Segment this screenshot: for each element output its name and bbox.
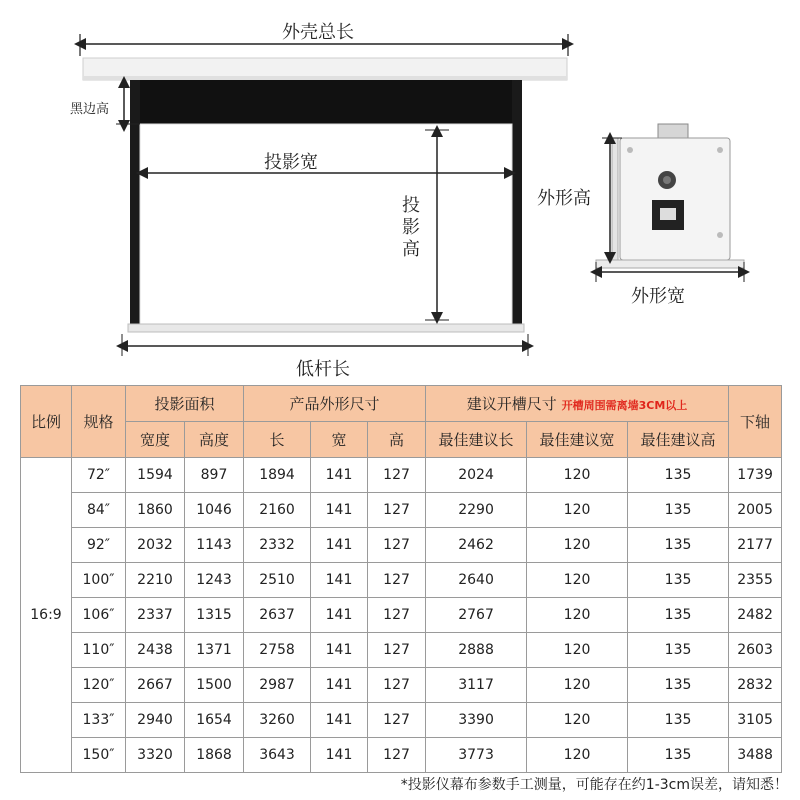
black-border-label: 黑边高 bbox=[70, 102, 110, 117]
table-cell-w: 2438 bbox=[126, 633, 185, 668]
table-cell-bw: 120 bbox=[527, 668, 628, 703]
table-cell-h: 1371 bbox=[185, 633, 244, 668]
table-cell-len: 2510 bbox=[244, 563, 311, 598]
table-cell-w: 2667 bbox=[126, 668, 185, 703]
table-cell-ht: 127 bbox=[368, 528, 426, 563]
table-cell-axis: 3488 bbox=[729, 738, 782, 773]
spec-table-body bbox=[21, 458, 782, 773]
table-cell-br: 141 bbox=[311, 563, 368, 598]
table-cell-len: 2758 bbox=[244, 633, 311, 668]
table-cell-h: 1315 bbox=[185, 598, 244, 633]
table-row bbox=[21, 493, 782, 528]
table-cell-w: 2940 bbox=[126, 703, 185, 738]
table-cell-ht: 127 bbox=[368, 563, 426, 598]
table-cell-h: 1046 bbox=[185, 493, 244, 528]
best-height-header: 最佳建议高 bbox=[628, 422, 729, 458]
black-border bbox=[137, 80, 515, 124]
table-cell-axis: 2832 bbox=[729, 668, 782, 703]
table-cell-axis: 1739 bbox=[729, 458, 782, 493]
table-cell-axis: 2005 bbox=[729, 493, 782, 528]
projection-height-label: 投影高 bbox=[402, 195, 420, 260]
table-cell-bl: 3390 bbox=[426, 703, 527, 738]
table-cell-bw: 120 bbox=[527, 598, 628, 633]
footnote: *投影仪幕布参数手工测量，可能存在约1-3cm误差，请知悉！ bbox=[400, 777, 788, 793]
table-cell-h: 1143 bbox=[185, 528, 244, 563]
screen-diagram bbox=[0, 0, 800, 385]
table-cell-h: 1243 bbox=[185, 563, 244, 598]
table-row bbox=[21, 738, 782, 773]
table-row bbox=[21, 528, 782, 563]
table-cell-size: 106″ bbox=[72, 598, 126, 633]
table-cell-axis: 2603 bbox=[729, 633, 782, 668]
table-cell-size: 120″ bbox=[72, 668, 126, 703]
table-cell-bw: 120 bbox=[527, 703, 628, 738]
table-cell-axis: 2482 bbox=[729, 598, 782, 633]
ratio-cell: 16:9 bbox=[21, 458, 72, 773]
table-cell-len: 2332 bbox=[244, 528, 311, 563]
projection-width-label: 投影宽 bbox=[264, 152, 318, 173]
table-cell-len: 2987 bbox=[244, 668, 311, 703]
table-cell-br: 141 bbox=[311, 598, 368, 633]
table-cell-br: 141 bbox=[311, 458, 368, 493]
table-cell-ht: 127 bbox=[368, 493, 426, 528]
best-width-header: 最佳建议宽 bbox=[527, 422, 628, 458]
table-cell-h: 897 bbox=[185, 458, 244, 493]
table-cell-bh: 135 bbox=[628, 633, 729, 668]
ratio-header: 比例 bbox=[21, 386, 72, 458]
side-profile-body bbox=[620, 138, 730, 260]
table-cell-w: 3320 bbox=[126, 738, 185, 773]
size-header: 规格 bbox=[72, 386, 126, 458]
table-cell-size: 133″ bbox=[72, 703, 126, 738]
outer-width-label: 外形宽 bbox=[631, 286, 685, 307]
table-cell-bl: 3773 bbox=[426, 738, 527, 773]
width-header: 宽度 bbox=[126, 422, 185, 458]
table-row bbox=[21, 633, 782, 668]
table-cell-size: 92″ bbox=[72, 528, 126, 563]
table-cell-len: 3260 bbox=[244, 703, 311, 738]
table-cell-w: 2337 bbox=[126, 598, 185, 633]
table-cell-bw: 120 bbox=[527, 738, 628, 773]
table-cell-axis: 3105 bbox=[729, 703, 782, 738]
table-cell-w: 2210 bbox=[126, 563, 185, 598]
table-cell-bh: 135 bbox=[628, 528, 729, 563]
side-profile-diagram bbox=[596, 124, 744, 268]
table-cell-w: 1594 bbox=[126, 458, 185, 493]
table-row bbox=[21, 563, 782, 598]
table-cell-ht: 127 bbox=[368, 633, 426, 668]
bottom-axis-header: 下轴 bbox=[729, 386, 782, 458]
table-cell-axis: 2355 bbox=[729, 563, 782, 598]
table-cell-h: 1654 bbox=[185, 703, 244, 738]
table-cell-br: 141 bbox=[311, 528, 368, 563]
table-cell-size: 110″ bbox=[72, 633, 126, 668]
table-cell-len: 3643 bbox=[244, 738, 311, 773]
table-cell-bw: 120 bbox=[527, 528, 628, 563]
table-cell-bl: 2024 bbox=[426, 458, 527, 493]
height-header: 高度 bbox=[185, 422, 244, 458]
table-cell-bh: 135 bbox=[628, 563, 729, 598]
table-cell-ht: 127 bbox=[368, 598, 426, 633]
recommended-slot-header bbox=[426, 386, 729, 422]
table-cell-size: 150″ bbox=[72, 738, 126, 773]
table-cell-br: 141 bbox=[311, 738, 368, 773]
table-cell-size: 84″ bbox=[72, 493, 126, 528]
table-cell-len: 2637 bbox=[244, 598, 311, 633]
length-header: 长 bbox=[244, 422, 311, 458]
table-cell-bl: 2290 bbox=[426, 493, 527, 528]
table-cell-bl: 3117 bbox=[426, 668, 527, 703]
table-cell-br: 141 bbox=[311, 703, 368, 738]
table-row bbox=[21, 458, 782, 493]
table-cell-ht: 127 bbox=[368, 458, 426, 493]
table-cell-axis: 2177 bbox=[729, 528, 782, 563]
table-cell-bl: 2767 bbox=[426, 598, 527, 633]
table-cell-len: 1894 bbox=[244, 458, 311, 493]
table-cell-bh: 135 bbox=[628, 668, 729, 703]
table-cell-len: 2160 bbox=[244, 493, 311, 528]
table-cell-bh: 135 bbox=[628, 598, 729, 633]
outer-height-label: 外形高 bbox=[537, 188, 591, 209]
table-cell-bw: 120 bbox=[527, 493, 628, 528]
spec-table bbox=[20, 385, 782, 773]
table-cell-w: 1860 bbox=[126, 493, 185, 528]
table-cell-ht: 127 bbox=[368, 703, 426, 738]
table-cell-bh: 135 bbox=[628, 703, 729, 738]
table-row bbox=[21, 598, 782, 633]
table-cell-bl: 2462 bbox=[426, 528, 527, 563]
table-cell-h: 1500 bbox=[185, 668, 244, 703]
table-cell-br: 141 bbox=[311, 668, 368, 703]
best-length-header: 最佳建议长 bbox=[426, 422, 527, 458]
table-cell-w: 2032 bbox=[126, 528, 185, 563]
table-cell-bw: 120 bbox=[527, 633, 628, 668]
slot-note: 开槽周围需离墙3CM以上 bbox=[561, 399, 688, 412]
table-cell-bh: 135 bbox=[628, 458, 729, 493]
tall-header: 高 bbox=[368, 422, 426, 458]
projection-area bbox=[140, 124, 512, 324]
table-row bbox=[21, 703, 782, 738]
recommended-slot-label: 建议开槽尺寸 bbox=[466, 395, 557, 413]
bottom-bar-label: 低杆长 bbox=[296, 359, 350, 380]
table-cell-br: 141 bbox=[311, 493, 368, 528]
table-cell-br: 141 bbox=[311, 633, 368, 668]
table-cell-bl: 2888 bbox=[426, 633, 527, 668]
projection-area-header: 投影面积 bbox=[126, 386, 244, 422]
table-cell-bw: 120 bbox=[527, 458, 628, 493]
table-cell-bl: 2640 bbox=[426, 563, 527, 598]
table-cell-h: 1868 bbox=[185, 738, 244, 773]
table-row bbox=[21, 668, 782, 703]
shell-length-label: 外壳总长 bbox=[282, 22, 354, 43]
table-cell-size: 100″ bbox=[72, 563, 126, 598]
table-cell-ht: 127 bbox=[368, 738, 426, 773]
table-cell-size: 72″ bbox=[72, 458, 126, 493]
table-cell-bw: 120 bbox=[527, 563, 628, 598]
table-cell-ht: 127 bbox=[368, 668, 426, 703]
table-cell-bh: 135 bbox=[628, 738, 729, 773]
breadth-header: 宽 bbox=[311, 422, 368, 458]
product-dimensions-header: 产品外形尺寸 bbox=[244, 386, 426, 422]
table-cell-bh: 135 bbox=[628, 493, 729, 528]
bottom-bar bbox=[128, 324, 524, 332]
